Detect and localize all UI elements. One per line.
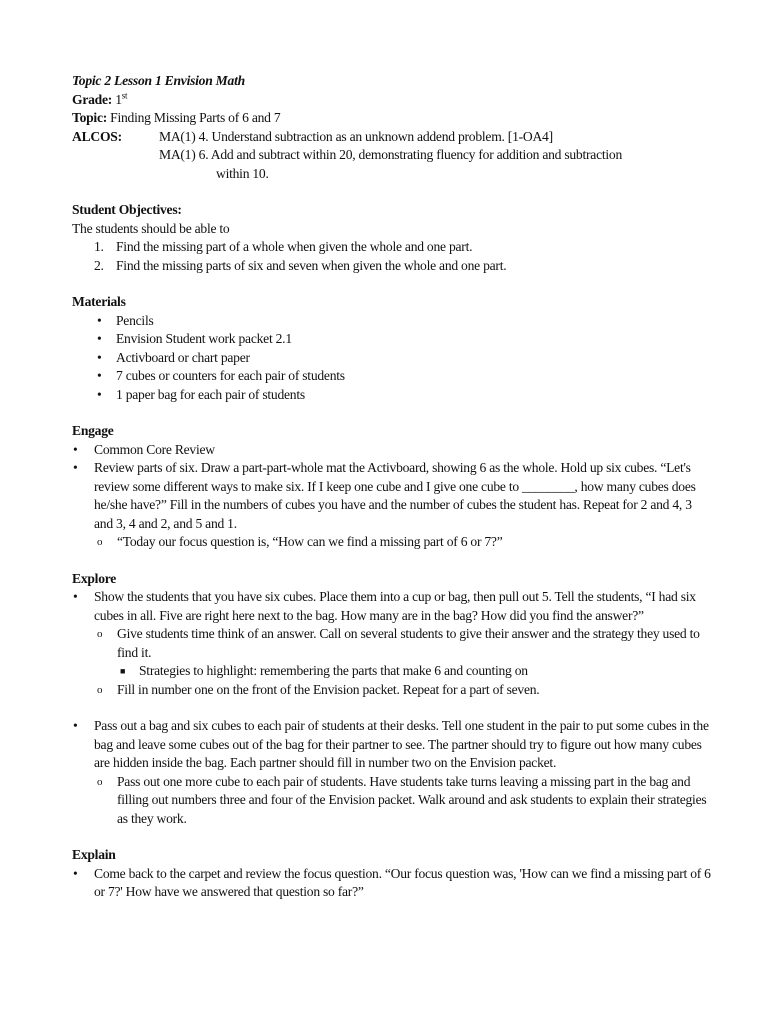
topic-label: Topic: — [72, 110, 108, 125]
material-item: • Envision Student work packet 2.1 — [72, 330, 712, 349]
grade-value: 1 — [115, 91, 122, 107]
explore-heading: Explore — [72, 570, 117, 586]
alcos-line-1 — [72, 128, 712, 147]
bullet-icon: • — [73, 589, 78, 604]
engage-bullet: • Review parts of six. Draw a part-part-whole mat the Activboard, showing 6 as the whole. Hold up six cubes. “Let's review some different ways to make six. If I keep one cube and I give one cube to ________, how many cubes does he/she have?” Fill in the numbers of cubes you have and the number of cubes the student has. Repeat for 2 and 4, 3 and 3, 4 and 2, and 5 and 1. — [73, 460, 696, 531]
bullet-icon: • — [97, 349, 102, 365]
square-bullet-icon: ■ — [120, 666, 126, 676]
bullet-icon: • — [73, 718, 78, 733]
grade-label: Grade: — [72, 91, 113, 107]
bullet-icon: • — [73, 441, 78, 457]
material-item: • Pencils — [72, 312, 712, 331]
explain-heading: Explain — [72, 847, 116, 862]
explore-bullet: • Show the students that you have six cubes. Place them into a cup or bag, then pull out 5. Tell the students, “I had six cubes in all. Five are right here next to the bag. How many are in the bag? How did you find the answer?” — [73, 589, 696, 623]
bullet-icon: • — [97, 312, 102, 328]
objective-item: 1. Find the missing part of a whole when given the whole and one part. — [94, 239, 473, 254]
circle-bullet-icon: o — [97, 775, 103, 788]
explore-subbullet: o Give students time think of an answer. Call on several students to give their answer and the strategy they used to find it. — [97, 626, 700, 660]
engage-heading: Engage — [72, 423, 114, 438]
explain-bullet: • Come back to the carpet and review the focus question. “Our focus question was, 'How can we find a missing part of 6 or 7?' How have we answered that question so far?” — [73, 865, 711, 899]
circle-bullet-icon: o — [97, 683, 103, 696]
bullet-icon: • — [73, 865, 78, 881]
alcos-standard-2-cont: within 10. — [216, 165, 269, 181]
material-item: • Activboard or chart paper — [72, 349, 712, 368]
alcos-standard-1: MA(1) 4. Understand subtraction as an unknown addend problem. [1-OA4] — [159, 128, 553, 144]
topic-value: Finding Missing Parts of 6 and 7 — [110, 110, 281, 125]
alcos-label: ALCOS: — [72, 128, 122, 144]
explore-subbullet: o Fill in number one on the front of the Envision packet. Repeat for a part of seven. — [72, 681, 712, 700]
material-item: • 1 paper bag for each pair of students — [72, 386, 712, 405]
circle-bullet-icon: o — [97, 536, 103, 548]
material-item: • 7 cubes or counters for each pair of students — [72, 367, 712, 386]
engage-bullet: • Common Core Review — [72, 441, 712, 460]
objectives-intro: The students should be able to — [72, 220, 230, 236]
explore-subbullet: o Pass out one more cube to each pair of students. Have students take turns leaving a missing part in the bag and filling out numbers three and four of the Envision packet. Walk around and ask students to explain their strategies as they work. — [97, 773, 707, 826]
document-title: Topic 2 Lesson 1 Envision Math — [72, 73, 245, 88]
lesson-plan-document — [72, 72, 712, 902]
bullet-icon: • — [97, 331, 102, 346]
bullet-icon: • — [73, 460, 78, 475]
explore-subsubbullet: ■ Strategies to highlight: remembering the parts that make 6 and counting on — [72, 662, 712, 681]
grade-line — [72, 91, 712, 110]
objectives-heading: Student Objectives: — [72, 202, 182, 217]
circle-bullet-icon: o — [97, 628, 103, 640]
materials-heading: Materials — [72, 294, 126, 309]
objective-item: 2. Find the missing parts of six and seven when given the whole and one part. — [94, 257, 507, 273]
bullet-icon: • — [97, 368, 102, 383]
grade-superscript: st — [121, 89, 128, 100]
alcos-standard-2: MA(1) 6. Add and subtract within 20, demonstrating fluency for addition and subtraction — [159, 147, 622, 162]
bullet-icon: • — [97, 386, 102, 402]
engage-subbullet: o “Today our focus question is, “How can we find a missing part of 6 or 7?” — [72, 533, 712, 552]
topic-line — [72, 109, 712, 128]
explore-bullet: • Pass out a bag and six cubes to each pair of students at their desks. Tell one student in the pair to put some cubes in the bag and leave some cubes out of the bag for their partner to see. The partner should try to figure out how many cubes are hidden inside the bag. Each partner should fill in number two on the Envision packet. — [73, 718, 709, 770]
